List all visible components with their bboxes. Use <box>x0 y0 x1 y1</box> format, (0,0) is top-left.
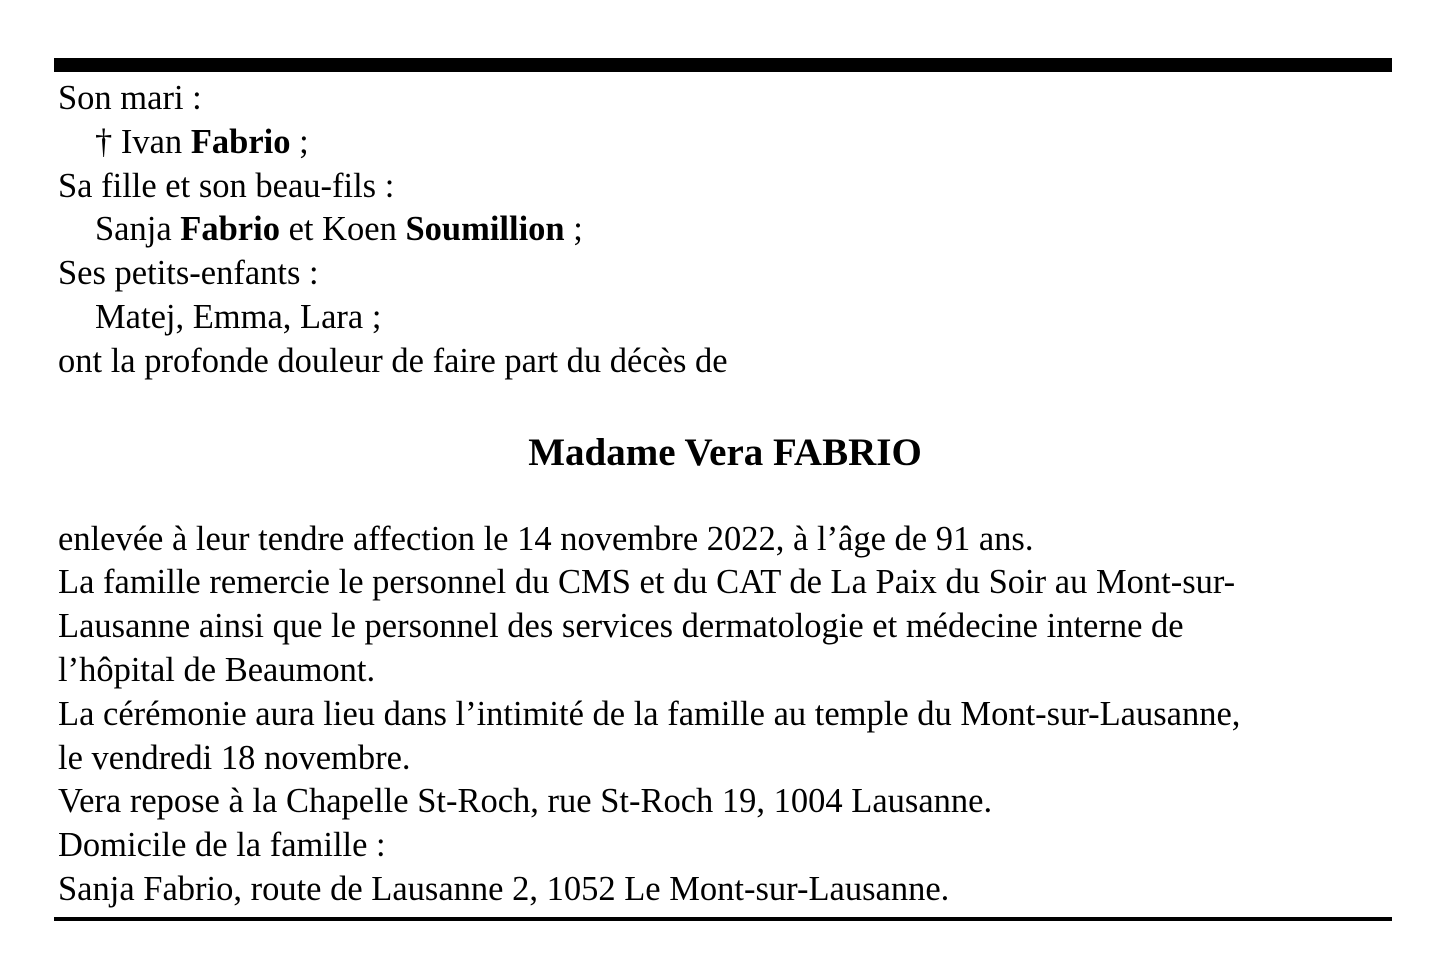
body-line: La cérémonie aura lieu dans l’intimité de la famille au temple du Mont-sur-Lausanne, <box>58 694 1241 733</box>
conjunction: et <box>288 210 314 249</box>
deceased-name: Madame Vera FABRIO <box>528 430 922 474</box>
daughter-line-end: ; <box>573 210 583 249</box>
daughter-line <box>58 208 1392 252</box>
body-line: Vera repose à la Chapelle St-Roch, rue St-Roch 19, 1004 Lausanne. <box>58 782 993 821</box>
daughter-heading: Sa fille et son beau-fils : <box>58 166 395 205</box>
grandchildren-heading: Ses petits-enfants : <box>58 254 319 293</box>
notice-content <box>54 77 1392 912</box>
body-line: Sanja Fabrio, route de Lausanne 2, 1052 Le Mont-sur-Lausanne. <box>58 869 950 908</box>
body-line: La famille remercie le personnel du CMS et du CAT de La Paix du Soir au Mont-sur- <box>58 563 1236 602</box>
husband-heading: Son mari : <box>58 79 202 117</box>
obituary-notice <box>54 58 1392 921</box>
son-in-law-first-name: Koen <box>322 210 397 249</box>
daughter-last-name: Fabrio <box>180 210 280 249</box>
body-line: Domicile de la famille : <box>58 826 386 865</box>
top-rule <box>54 58 1392 72</box>
husband-line-end: ; <box>299 122 309 161</box>
husband-last-name: Fabrio <box>190 122 291 161</box>
cross-symbol: † <box>95 122 113 161</box>
body-line: l’hôpital de Beaumont. <box>58 650 376 689</box>
bottom-rule <box>54 917 1392 921</box>
husband-first-name: Ivan <box>120 122 183 161</box>
grandchildren-names: Matej, Emma, Lara ; <box>95 297 382 336</box>
son-in-law-last-name: Soumillion <box>405 210 565 249</box>
announce-line: ont la profonde douleur de faire part du décès de <box>58 341 728 380</box>
body-line: Lausanne ainsi que le personnel des services dermatologie et médecine interne de <box>58 607 1184 646</box>
body-line: le vendredi 18 novembre. <box>58 738 411 777</box>
body-line: enlevée à leur tendre affection le 14 novembre 2022, à l’âge de 91 ans. <box>58 519 1034 558</box>
daughter-first-name: Sanja <box>95 210 172 249</box>
husband-line <box>58 121 1392 165</box>
